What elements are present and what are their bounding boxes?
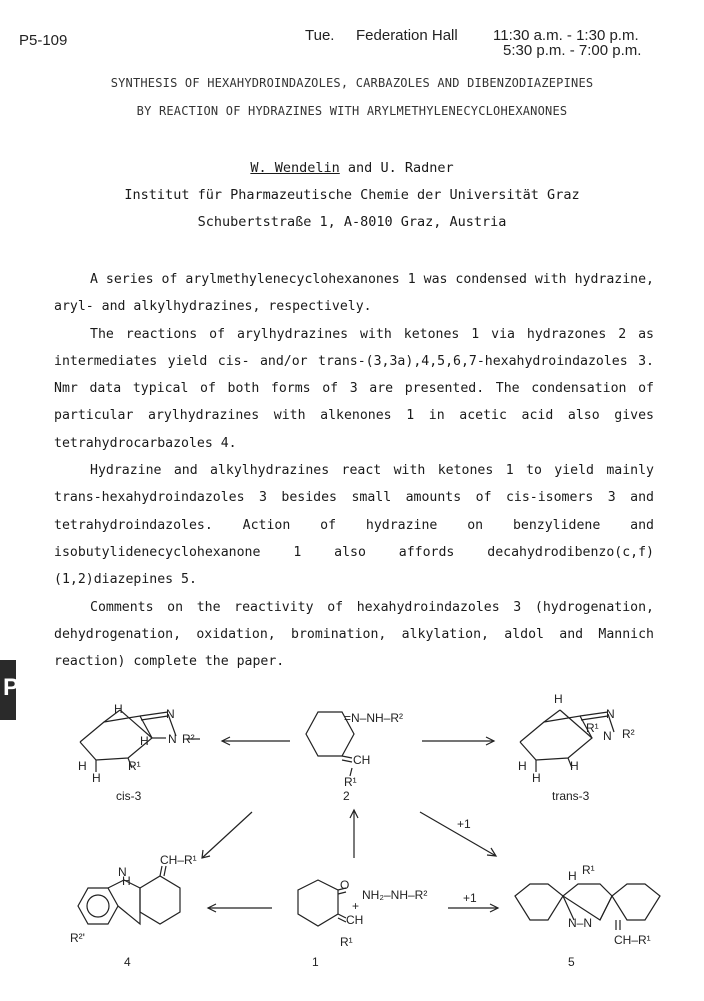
cis3-R2: R² xyxy=(182,732,195,746)
trans3-N-2: N xyxy=(603,729,612,743)
label-5: 5 xyxy=(568,955,575,969)
c5-N-N: N–N xyxy=(568,916,593,930)
author-1: W. Wendelin xyxy=(250,160,340,176)
hydrazine-reagent: NH₂–NH–R² xyxy=(362,888,428,902)
c4-CH-R1: CH–R¹ xyxy=(160,853,197,867)
label-2: 2 xyxy=(343,789,350,803)
trans3-H-right: H xyxy=(570,759,579,773)
session-location: Federation Hall xyxy=(356,27,458,44)
address: Schubertstraße 1, A-8010 Graz, Austria xyxy=(197,214,507,230)
c5-CH-R1: CH–R¹ xyxy=(614,933,651,947)
c4-R2prime: R²' xyxy=(70,931,85,945)
author-2: U. Radner xyxy=(380,160,454,176)
c2-hydrazone-chain: =N–NH–R² xyxy=(344,711,404,725)
reaction-arrows xyxy=(202,737,498,912)
c1-CH: CH xyxy=(346,913,364,927)
cis3-N-1: N xyxy=(166,707,175,721)
section-tab-letter: P xyxy=(3,674,20,701)
session-time-1: 11:30 a.m. - 1:30 p.m. xyxy=(493,27,639,44)
cis3-R1: R¹ xyxy=(128,759,141,773)
structure-4 xyxy=(70,853,197,969)
c2-CH: CH xyxy=(353,753,371,767)
paper-title-line-1: SYNTHESIS OF HEXAHYDROINDAZOLES, CARBAZOLES AND DIBENZODIAZEPINES xyxy=(110,76,594,90)
session-time-2: 5:30 p.m. - 7:00 p.m. xyxy=(503,42,642,59)
label-cis-3: cis-3 xyxy=(116,789,142,803)
cis3-H-top: H xyxy=(114,702,123,716)
trans3-H-left: H xyxy=(518,759,527,773)
paper-title-line-2: BY REACTION OF HYDRAZINES WITH ARYLMETHYLENECYCLOHEXANONES xyxy=(136,104,568,118)
structure-trans-3 xyxy=(518,692,635,803)
arrow-2-to-4 xyxy=(202,812,252,858)
trans3-N-1: N xyxy=(606,707,615,721)
arrow-label-plus1-b: +1 xyxy=(463,891,477,905)
author-conjunction: and xyxy=(347,160,373,176)
c5-R1-top: R¹ xyxy=(582,863,595,877)
label-4: 4 xyxy=(124,955,131,969)
arrow-label-plus1-a: +1 xyxy=(457,817,471,831)
abstract-paragraph-3: Hydrazine and alkylhydrazines react with ketones 1 to yield mainly trans-hexahydroindazoles 3 besides small amounts of cis-isomers 3 and tetrahydroindazoles. Action of hydrazine on benzylidene and isobutylidenecyclohexanone 1 also affords decahydrodibenzo(c,f)(1,2)diazepines 5. xyxy=(54,463,654,588)
session-code: P5-109 xyxy=(19,32,68,49)
c1-R1: R¹ xyxy=(340,935,353,949)
label-1: 1 xyxy=(312,955,319,969)
cis3-N-2: N xyxy=(168,732,177,746)
abstract-paragraph-1: A series of arylmethylenecyclohexanones 1 was condensed with hydrazine, aryl- and alkylhydrazines, respectively. xyxy=(54,272,654,315)
c5-H: H xyxy=(568,869,577,883)
trans3-H-bottom: H xyxy=(532,771,541,785)
cis3-H-mid: H xyxy=(140,734,149,748)
c4-N: N xyxy=(118,865,127,879)
cis3-H-left: H xyxy=(78,759,87,773)
plus-sign: + xyxy=(352,899,360,913)
session-day: Tue. xyxy=(305,27,335,44)
abstract-paragraph-4: Comments on the reactivity of hexahydroindazoles 3 (hydrogenation, dehydrogenation, oxidation, bromination, alkylation, aldol and Mannich reaction) complete the paper. xyxy=(54,599,654,670)
trans3-H-top: H xyxy=(554,692,563,706)
structure-5 xyxy=(515,863,660,969)
cis3-H-bottom: H xyxy=(92,771,101,785)
structure-1 xyxy=(298,878,427,969)
trans3-R2: R² xyxy=(622,727,635,741)
c4-H: H xyxy=(122,874,131,888)
affiliation: Institut für Pharmazeutische Chemie der Universität Graz xyxy=(124,187,580,203)
c1-O: O xyxy=(340,878,350,892)
label-trans-3: trans-3 xyxy=(552,789,590,803)
structure-2 xyxy=(306,711,403,803)
abstract-paragraph-2: The reactions of arylhydrazines with ketones 1 via hydrazones 2 as intermediates yield cis- and/or trans-(3,3a),4,5,6,7-hexahydroindazoles 3. Nmr data typical of both forms of 3 are presented. The condensation of particular arylhydrazines with alkenones 1 in acetic acid also gives tetrahydrocarbazoles 4. xyxy=(54,326,654,451)
trans3-R1: R¹ xyxy=(586,721,599,735)
c2-R1: R¹ xyxy=(344,775,357,789)
structure-cis-3 xyxy=(78,702,200,803)
